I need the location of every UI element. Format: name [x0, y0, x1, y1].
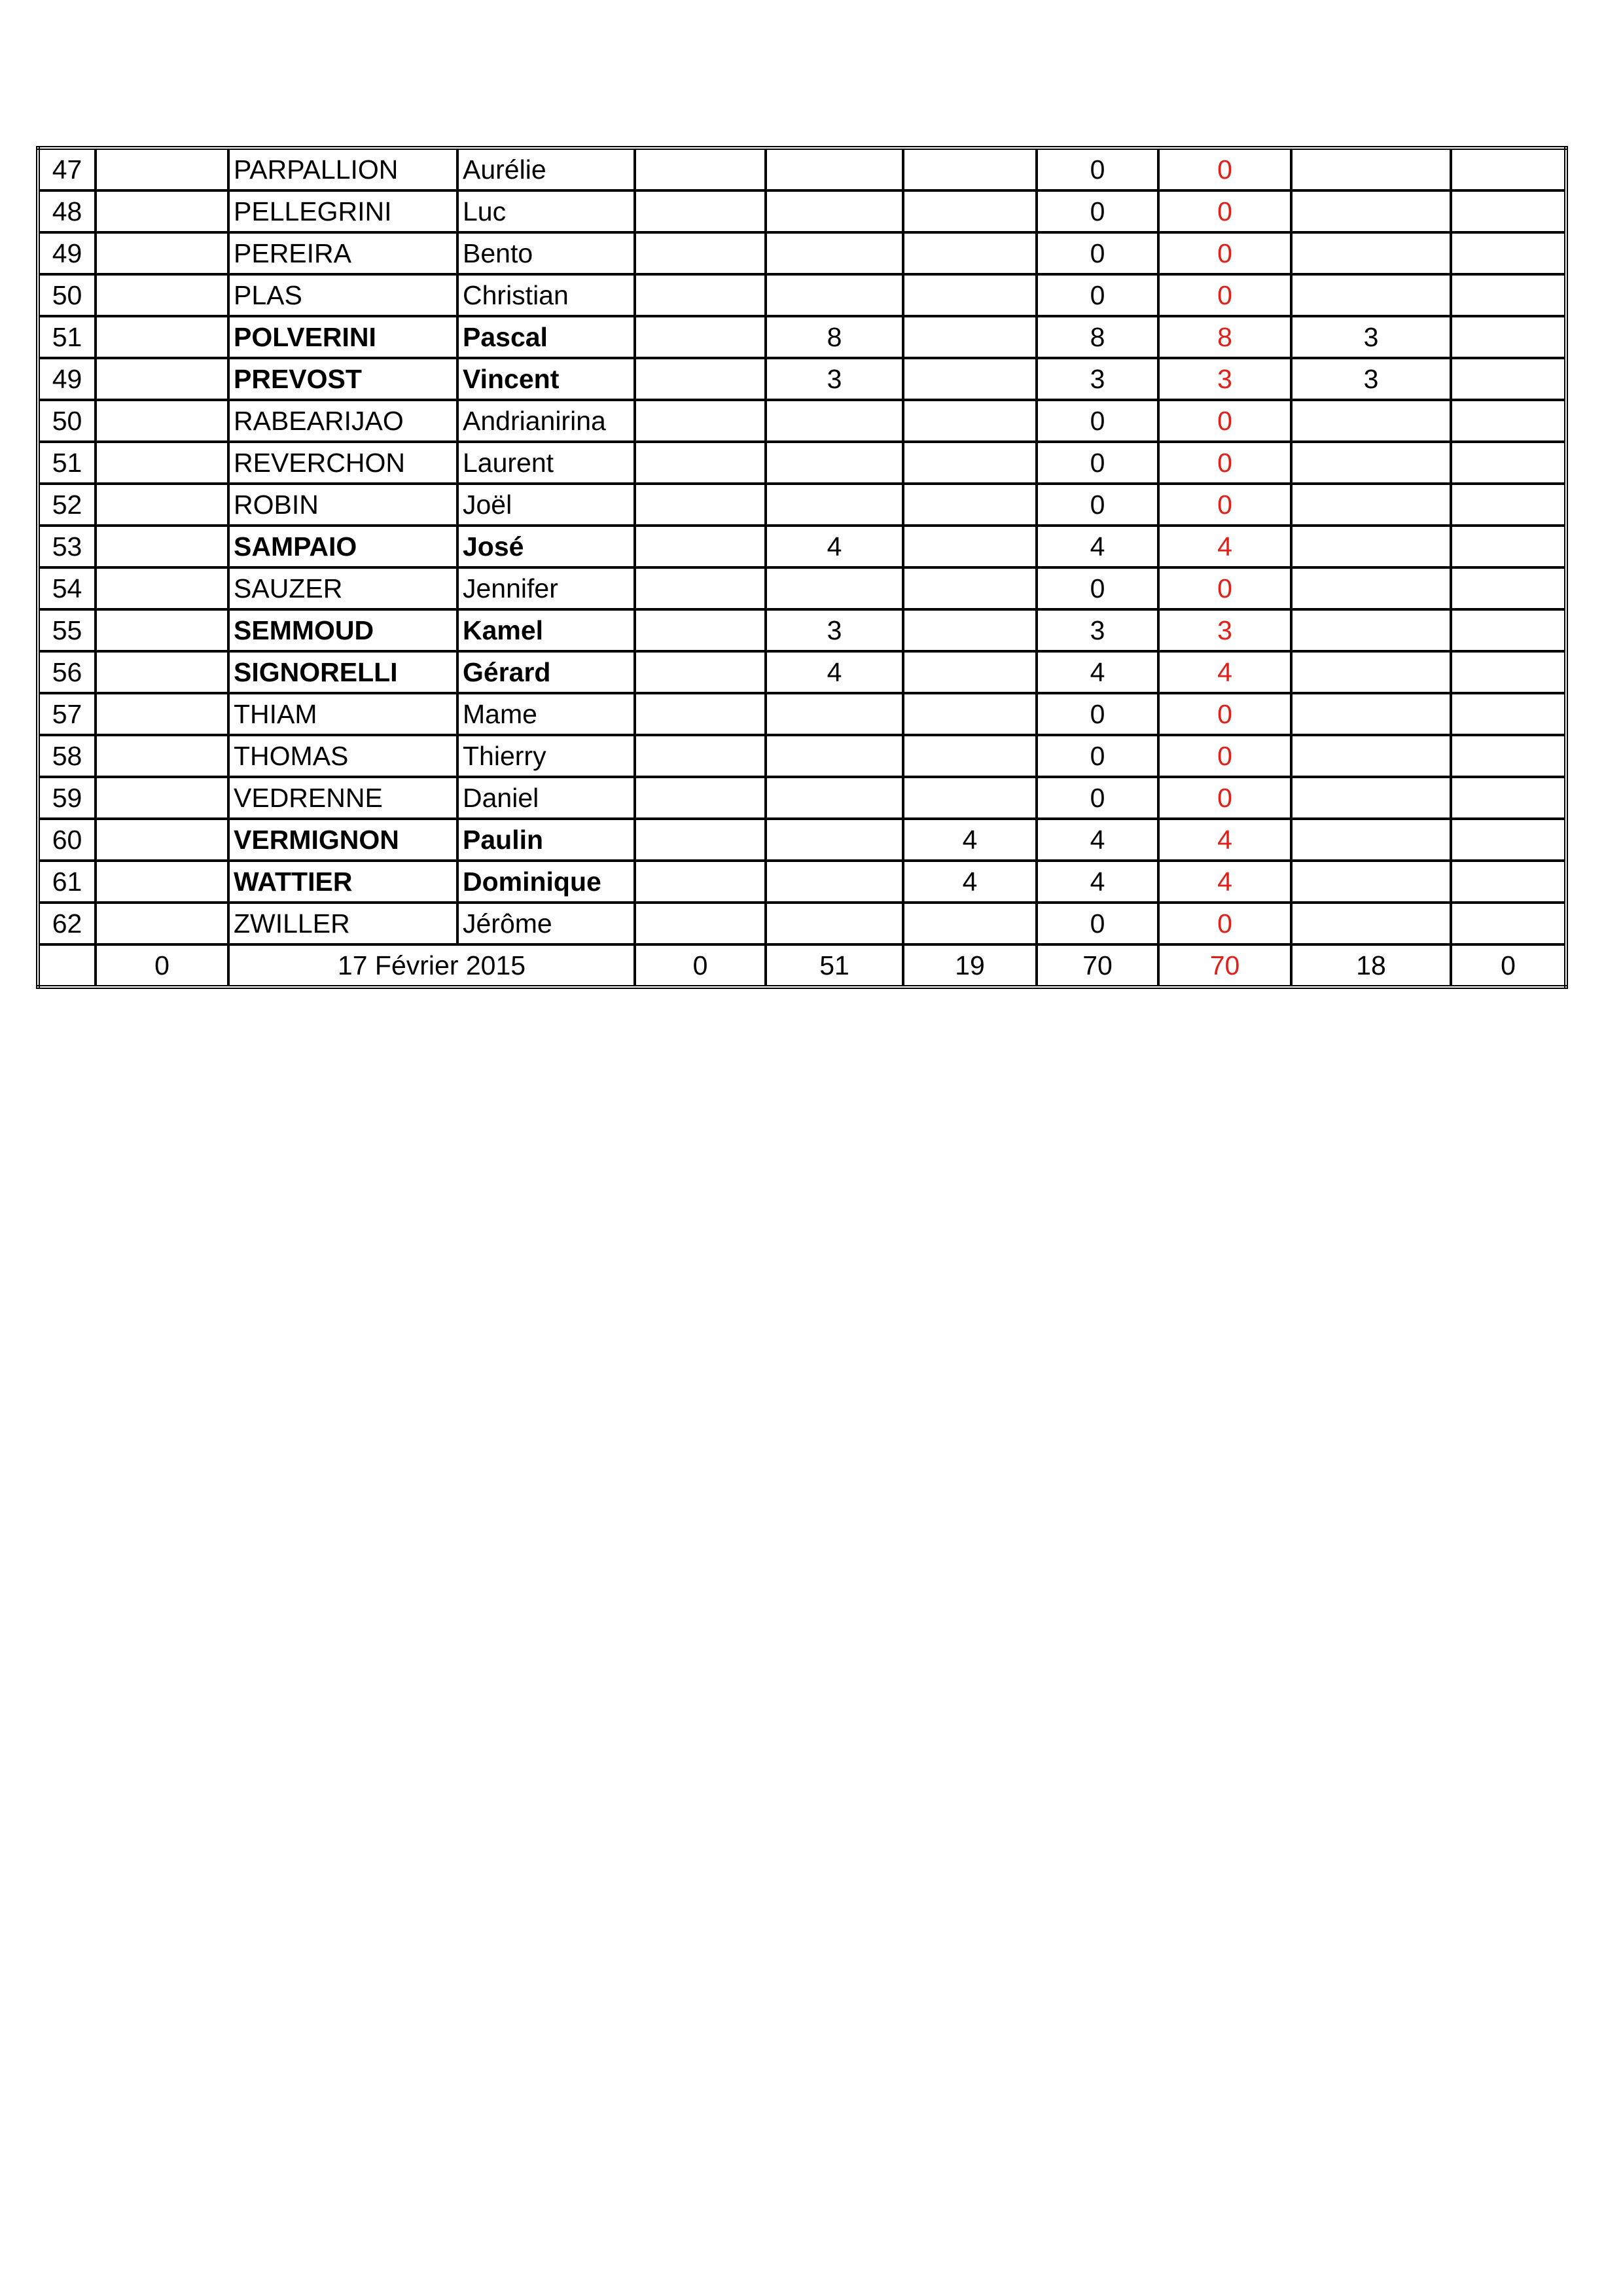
blank-cell	[96, 274, 228, 316]
row-number-cell: 60	[38, 819, 96, 861]
blank-cell	[96, 148, 228, 190]
first-name-cell: Bento	[457, 232, 635, 274]
value-cell-10	[1291, 609, 1451, 651]
value-cell-10	[1291, 484, 1451, 526]
value-cell-10	[1291, 526, 1451, 567]
value-cell-6	[766, 903, 903, 944]
last-name-cell: SEMMOUD	[228, 609, 457, 651]
totals-body	[38, 944, 1566, 987]
first-name-cell: Andrianirina	[457, 400, 635, 442]
table-row	[38, 819, 1566, 861]
first-name-cell: Pascal	[457, 316, 635, 358]
last-name-cell: RABEARIJAO	[228, 400, 457, 442]
value-cell-8: 8	[1037, 316, 1158, 358]
value-cell-7	[903, 567, 1037, 609]
table-row	[38, 232, 1566, 274]
row-number-cell: 53	[38, 526, 96, 567]
table-body	[38, 148, 1566, 944]
value-cell-10	[1291, 861, 1451, 903]
first-name-cell: Aurélie	[457, 148, 635, 190]
row-number-cell: 49	[38, 358, 96, 400]
value-cell-10	[1291, 400, 1451, 442]
value-cell-6	[766, 735, 903, 777]
table-row	[38, 190, 1566, 232]
blank-cell	[96, 484, 228, 526]
first-name-cell: Kamel	[457, 609, 635, 651]
row-number-cell: 50	[38, 274, 96, 316]
table-row	[38, 400, 1566, 442]
last-name-cell: THIAM	[228, 693, 457, 735]
value-cell-5	[635, 861, 766, 903]
blank-cell	[96, 735, 228, 777]
first-name-cell: Daniel	[457, 777, 635, 819]
value-cell-8: 0	[1037, 777, 1158, 819]
blank-cell	[96, 400, 228, 442]
row-number-cell: 48	[38, 190, 96, 232]
value-cell-11	[1451, 693, 1566, 735]
row-number-cell: 54	[38, 567, 96, 609]
value-cell-8: 0	[1037, 484, 1158, 526]
value-cell-7: 4	[903, 819, 1037, 861]
value-cell-6	[766, 861, 903, 903]
blank-cell	[96, 651, 228, 693]
table-row	[38, 735, 1566, 777]
table-row	[38, 693, 1566, 735]
first-name-cell: Mame	[457, 693, 635, 735]
totals-cell-6: 51	[766, 944, 903, 987]
value-cell-10	[1291, 190, 1451, 232]
value-cell-5	[635, 777, 766, 819]
value-cell-11	[1451, 232, 1566, 274]
value-cell-11	[1451, 274, 1566, 316]
value-cell-5	[635, 358, 766, 400]
last-name-cell: SIGNORELLI	[228, 651, 457, 693]
last-name-cell: SAMPAIO	[228, 526, 457, 567]
value-cell-8: 3	[1037, 609, 1158, 651]
value-cell-7	[903, 484, 1037, 526]
value-cell-9: 3	[1158, 609, 1291, 651]
value-cell-11	[1451, 526, 1566, 567]
totals-cell-5: 0	[635, 944, 766, 987]
value-cell-6	[766, 274, 903, 316]
last-name-cell: VEDRENNE	[228, 777, 457, 819]
value-cell-11	[1451, 484, 1566, 526]
value-cell-7	[903, 316, 1037, 358]
row-number-cell: 57	[38, 693, 96, 735]
blank-cell	[96, 903, 228, 944]
last-name-cell: WATTIER	[228, 861, 457, 903]
value-cell-9: 0	[1158, 148, 1291, 190]
value-cell-5	[635, 819, 766, 861]
value-cell-8: 4	[1037, 819, 1158, 861]
value-cell-8: 4	[1037, 526, 1158, 567]
value-cell-7	[903, 358, 1037, 400]
value-cell-8: 3	[1037, 358, 1158, 400]
row-number-cell: 49	[38, 232, 96, 274]
value-cell-11	[1451, 735, 1566, 777]
value-cell-9: 0	[1158, 484, 1291, 526]
value-cell-8: 0	[1037, 442, 1158, 484]
totals-cell-11: 0	[1451, 944, 1566, 987]
value-cell-7	[903, 651, 1037, 693]
totals-cell-8: 70	[1037, 944, 1158, 987]
table-row	[38, 484, 1566, 526]
first-name-cell: Laurent	[457, 442, 635, 484]
value-cell-10	[1291, 567, 1451, 609]
row-number-cell: 47	[38, 148, 96, 190]
value-cell-6	[766, 400, 903, 442]
blank-cell	[96, 693, 228, 735]
value-cell-8: 4	[1037, 651, 1158, 693]
first-name-cell: Joël	[457, 484, 635, 526]
totals-cell-7: 19	[903, 944, 1037, 987]
last-name-cell: PEREIRA	[228, 232, 457, 274]
table-row	[38, 609, 1566, 651]
value-cell-6: 4	[766, 651, 903, 693]
value-cell-11	[1451, 190, 1566, 232]
totals-cell-10: 18	[1291, 944, 1451, 987]
value-cell-7	[903, 232, 1037, 274]
blank-cell	[96, 358, 228, 400]
value-cell-10	[1291, 232, 1451, 274]
row-number-cell: 50	[38, 400, 96, 442]
value-cell-5	[635, 316, 766, 358]
last-name-cell: PLAS	[228, 274, 457, 316]
row-number-cell: 51	[38, 442, 96, 484]
value-cell-10	[1291, 903, 1451, 944]
value-cell-11	[1451, 609, 1566, 651]
value-cell-6	[766, 819, 903, 861]
value-cell-7	[903, 148, 1037, 190]
value-cell-11	[1451, 861, 1566, 903]
totals-date: 17 Février 2015	[228, 944, 635, 987]
value-cell-5	[635, 567, 766, 609]
row-number-cell: 56	[38, 651, 96, 693]
last-name-cell: PELLEGRINI	[228, 190, 457, 232]
value-cell-9: 0	[1158, 693, 1291, 735]
value-cell-8: 0	[1037, 903, 1158, 944]
last-name-cell: PREVOST	[228, 358, 457, 400]
row-number-cell: 62	[38, 903, 96, 944]
last-name-cell: POLVERINI	[228, 316, 457, 358]
blank-cell	[96, 526, 228, 567]
value-cell-6	[766, 190, 903, 232]
last-name-cell: ZWILLER	[228, 903, 457, 944]
value-cell-6	[766, 777, 903, 819]
table-row	[38, 526, 1566, 567]
value-cell-6	[766, 148, 903, 190]
totals-cell-2: 0	[96, 944, 228, 987]
value-cell-5	[635, 693, 766, 735]
blank-cell	[96, 442, 228, 484]
value-cell-11	[1451, 148, 1566, 190]
table-row	[38, 777, 1566, 819]
value-cell-9: 0	[1158, 735, 1291, 777]
value-cell-10	[1291, 148, 1451, 190]
results-table	[36, 146, 1568, 989]
value-cell-9: 0	[1158, 442, 1291, 484]
value-cell-8: 0	[1037, 190, 1158, 232]
table-row	[38, 358, 1566, 400]
value-cell-5	[635, 651, 766, 693]
value-cell-9: 0	[1158, 232, 1291, 274]
blank-cell	[96, 190, 228, 232]
value-cell-8: 0	[1037, 274, 1158, 316]
value-cell-11	[1451, 567, 1566, 609]
value-cell-6: 3	[766, 358, 903, 400]
value-cell-10	[1291, 777, 1451, 819]
value-cell-9: 0	[1158, 274, 1291, 316]
value-cell-7: 4	[903, 861, 1037, 903]
first-name-cell: Jérôme	[457, 903, 635, 944]
value-cell-6	[766, 232, 903, 274]
first-name-cell: Dominique	[457, 861, 635, 903]
value-cell-6	[766, 484, 903, 526]
value-cell-10	[1291, 274, 1451, 316]
last-name-cell: ROBIN	[228, 484, 457, 526]
value-cell-7	[903, 526, 1037, 567]
table-row	[38, 861, 1566, 903]
blank-cell	[96, 777, 228, 819]
value-cell-7	[903, 190, 1037, 232]
value-cell-7	[903, 903, 1037, 944]
value-cell-11	[1451, 903, 1566, 944]
value-cell-11	[1451, 316, 1566, 358]
value-cell-5	[635, 903, 766, 944]
value-cell-7	[903, 400, 1037, 442]
value-cell-8: 0	[1037, 567, 1158, 609]
table-row	[38, 148, 1566, 190]
row-number-cell: 61	[38, 861, 96, 903]
value-cell-9: 0	[1158, 190, 1291, 232]
value-cell-5	[635, 274, 766, 316]
value-cell-9: 4	[1158, 526, 1291, 567]
blank-cell	[96, 861, 228, 903]
value-cell-7	[903, 777, 1037, 819]
first-name-cell: Paulin	[457, 819, 635, 861]
value-cell-5	[635, 148, 766, 190]
value-cell-10: 3	[1291, 358, 1451, 400]
blank-cell	[96, 819, 228, 861]
first-name-cell: Jennifer	[457, 567, 635, 609]
last-name-cell: SAUZER	[228, 567, 457, 609]
value-cell-9: 3	[1158, 358, 1291, 400]
value-cell-9: 0	[1158, 903, 1291, 944]
value-cell-10	[1291, 819, 1451, 861]
blank-cell	[96, 567, 228, 609]
value-cell-6: 8	[766, 316, 903, 358]
first-name-cell: Thierry	[457, 735, 635, 777]
row-number-cell: 59	[38, 777, 96, 819]
row-number-cell: 52	[38, 484, 96, 526]
totals-cell-1	[38, 944, 96, 987]
value-cell-7	[903, 442, 1037, 484]
score-sheet	[36, 146, 1564, 989]
first-name-cell: José	[457, 526, 635, 567]
value-cell-5	[635, 609, 766, 651]
first-name-cell: Vincent	[457, 358, 635, 400]
table-row	[38, 316, 1566, 358]
row-number-cell: 51	[38, 316, 96, 358]
value-cell-10	[1291, 693, 1451, 735]
row-number-cell: 58	[38, 735, 96, 777]
value-cell-8: 0	[1037, 232, 1158, 274]
value-cell-11	[1451, 400, 1566, 442]
value-cell-11	[1451, 777, 1566, 819]
value-cell-10	[1291, 651, 1451, 693]
value-cell-6	[766, 567, 903, 609]
value-cell-9: 4	[1158, 819, 1291, 861]
blank-cell	[96, 316, 228, 358]
value-cell-5	[635, 484, 766, 526]
value-cell-8: 0	[1037, 400, 1158, 442]
row-number-cell: 55	[38, 609, 96, 651]
last-name-cell: THOMAS	[228, 735, 457, 777]
table-row	[38, 567, 1566, 609]
value-cell-5	[635, 735, 766, 777]
value-cell-6: 4	[766, 526, 903, 567]
value-cell-9: 4	[1158, 651, 1291, 693]
last-name-cell: REVERCHON	[228, 442, 457, 484]
value-cell-9: 0	[1158, 777, 1291, 819]
totals-cell-9: 70	[1158, 944, 1291, 987]
value-cell-6: 3	[766, 609, 903, 651]
value-cell-11	[1451, 442, 1566, 484]
blank-cell	[96, 609, 228, 651]
value-cell-8: 0	[1037, 693, 1158, 735]
value-cell-5	[635, 442, 766, 484]
first-name-cell: Gérard	[457, 651, 635, 693]
first-name-cell: Luc	[457, 190, 635, 232]
value-cell-11	[1451, 651, 1566, 693]
table-row	[38, 442, 1566, 484]
value-cell-10	[1291, 442, 1451, 484]
value-cell-10: 3	[1291, 316, 1451, 358]
first-name-cell: Christian	[457, 274, 635, 316]
value-cell-9: 8	[1158, 316, 1291, 358]
value-cell-11	[1451, 819, 1566, 861]
last-name-cell: PARPALLION	[228, 148, 457, 190]
totals-row	[38, 944, 1566, 987]
value-cell-9: 0	[1158, 567, 1291, 609]
value-cell-8: 4	[1037, 861, 1158, 903]
value-cell-6	[766, 442, 903, 484]
value-cell-8: 0	[1037, 735, 1158, 777]
value-cell-10	[1291, 735, 1451, 777]
table-row	[38, 274, 1566, 316]
value-cell-5	[635, 526, 766, 567]
value-cell-7	[903, 609, 1037, 651]
value-cell-11	[1451, 358, 1566, 400]
value-cell-9: 0	[1158, 400, 1291, 442]
blank-cell	[96, 232, 228, 274]
value-cell-5	[635, 400, 766, 442]
value-cell-5	[635, 190, 766, 232]
value-cell-7	[903, 735, 1037, 777]
table-row	[38, 651, 1566, 693]
value-cell-7	[903, 693, 1037, 735]
value-cell-9: 4	[1158, 861, 1291, 903]
value-cell-8: 0	[1037, 148, 1158, 190]
value-cell-5	[635, 232, 766, 274]
value-cell-6	[766, 693, 903, 735]
table-row	[38, 903, 1566, 944]
last-name-cell: VERMIGNON	[228, 819, 457, 861]
value-cell-7	[903, 274, 1037, 316]
